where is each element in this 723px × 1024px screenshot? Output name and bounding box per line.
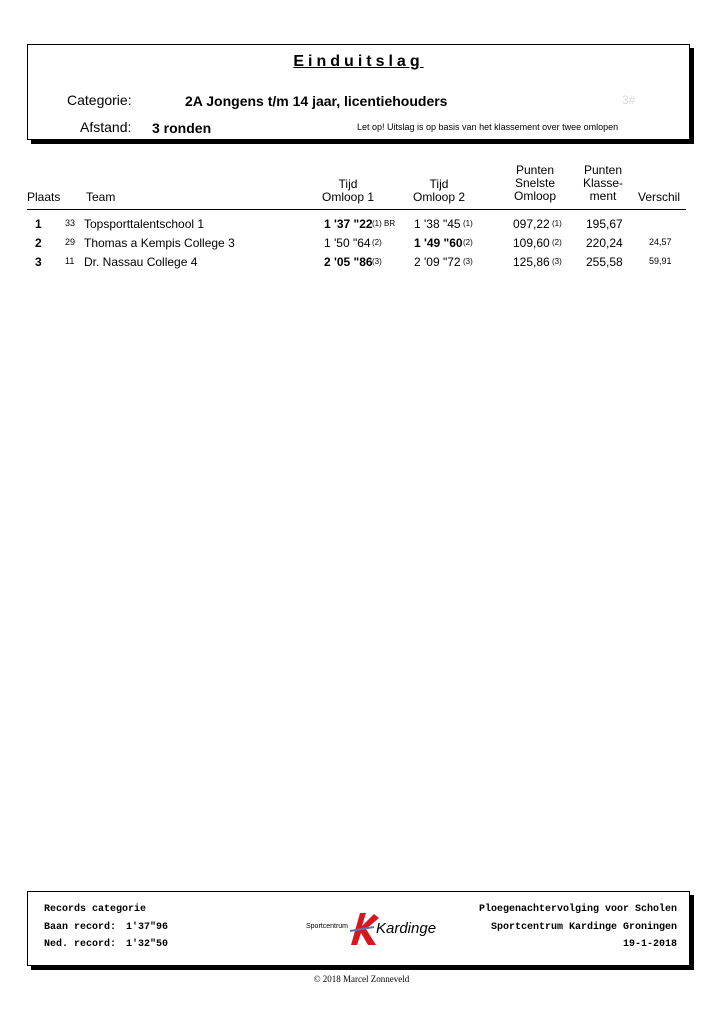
row-team: Thomas a Kempis College 3 [84, 236, 235, 250]
row-tijd-1: 2 '05 "86 [324, 255, 373, 269]
row-tijd-2-rank: (3) [463, 257, 473, 266]
row-punten-snelste: 097,22 [513, 217, 550, 231]
row-tijd-2: 1 '49 "60 [414, 236, 463, 250]
col-plaats: Plaats [27, 190, 61, 204]
col-klassement-line1: Punten [583, 163, 623, 177]
row-verschil: 24,57 [649, 237, 672, 247]
afstand-label: Afstand: [80, 119, 132, 135]
copyright: © 2018 Marcel Zonneveld [313, 974, 410, 984]
row-punten-snelste-rank: (1) [552, 219, 562, 228]
row-tijd-1-rank: (1) BR [372, 219, 396, 228]
table-row [0, 236, 723, 255]
uitslag-note: Let op! Uitslag is op basis van het klassement over twee omlopen [357, 122, 619, 132]
footer-venue: Sportcentrum Kardinge Groningen [490, 922, 677, 933]
col-team: Team [86, 190, 116, 204]
ned-record-value: 1'32"50 [126, 939, 169, 950]
row-tijd-2: 1 '38 "45 [414, 217, 461, 231]
row-tijd-1: 1 '50 "64 [324, 236, 371, 250]
col-tijd2-line2: Omloop 2 [412, 190, 466, 204]
col-snelste-line3: Omloop [513, 189, 557, 203]
col-punten-klassement [572, 164, 634, 203]
row-punten-snelste: 109,60 [513, 236, 550, 250]
col-tijd2-line1: Tijd [429, 177, 449, 191]
row-team-number: 33 [65, 218, 76, 228]
row-punten-klassement: 255,58 [586, 255, 623, 269]
header-box [27, 44, 690, 140]
row-plaats: 3 [35, 255, 42, 269]
row-tijd-1-rank: (2) [372, 238, 382, 247]
row-tijd-1: 1 '37 "22 [324, 217, 373, 231]
col-klassement-line2: Klasse- [582, 176, 623, 190]
col-verschil: Verschil [638, 190, 681, 204]
row-tijd-2-rank: (2) [463, 238, 473, 247]
row-punten-snelste-rank: (3) [552, 257, 562, 266]
categorie-value: 2A Jongens t/m 14 jaar, licentiehouders [185, 93, 448, 109]
footer-event-title: Ploegenachtervolging voor Scholen [478, 904, 677, 915]
row-team-number: 29 [65, 237, 76, 247]
row-punten-snelste-rank: (2) [552, 238, 562, 247]
col-snelste-line2: Snelste [514, 176, 556, 190]
baan-record-value: 1'37"96 [126, 922, 169, 933]
afstand-value: 3 ronden [152, 120, 212, 136]
row-team: Topsporttalentschool 1 [84, 217, 205, 231]
records-title: Records categorie [44, 904, 147, 915]
ned-record-label: Ned. record: [44, 939, 117, 950]
table-row [0, 255, 723, 274]
row-punten-klassement: 220,24 [586, 236, 623, 250]
col-punten-snelste [500, 164, 570, 203]
baan-record-label: Baan record: [44, 922, 117, 933]
col-tijd-omloop-2 [402, 178, 476, 204]
row-tijd-2-rank: (1) [463, 219, 473, 228]
footer-box [27, 891, 690, 966]
row-tijd-1-rank: (3) [372, 257, 382, 266]
row-plaats: 1 [35, 217, 42, 231]
row-plaats: 2 [35, 236, 42, 250]
kardinge-logo [306, 912, 437, 946]
row-team: Dr. Nassau College 4 [84, 255, 198, 269]
row-team-number: 11 [65, 256, 75, 266]
row-punten-klassement: 195,67 [586, 217, 623, 231]
footer-date: 19-1-2018 [622, 939, 677, 950]
header-rule [27, 209, 686, 210]
col-klassement-line3: ment [589, 189, 617, 203]
category-marker: 3# [622, 93, 636, 107]
row-punten-snelste: 125,86 [513, 255, 550, 269]
table-row [0, 217, 723, 236]
col-tijd1-line2: Omloop 1 [321, 190, 375, 204]
row-verschil: 59,91 [649, 256, 672, 266]
logo-sportcentrum: Sportcentrum [306, 923, 349, 930]
col-snelste-line1: Punten [515, 163, 555, 177]
page-title: Einduitslag [293, 53, 424, 70]
logo-kardinge: Kardinge [376, 920, 437, 937]
col-tijd-omloop-1 [311, 178, 385, 204]
categorie-label: Categorie: [67, 92, 132, 108]
row-tijd-2: 2 '09 "72 [414, 255, 461, 269]
col-tijd1-line1: Tijd [338, 177, 358, 191]
